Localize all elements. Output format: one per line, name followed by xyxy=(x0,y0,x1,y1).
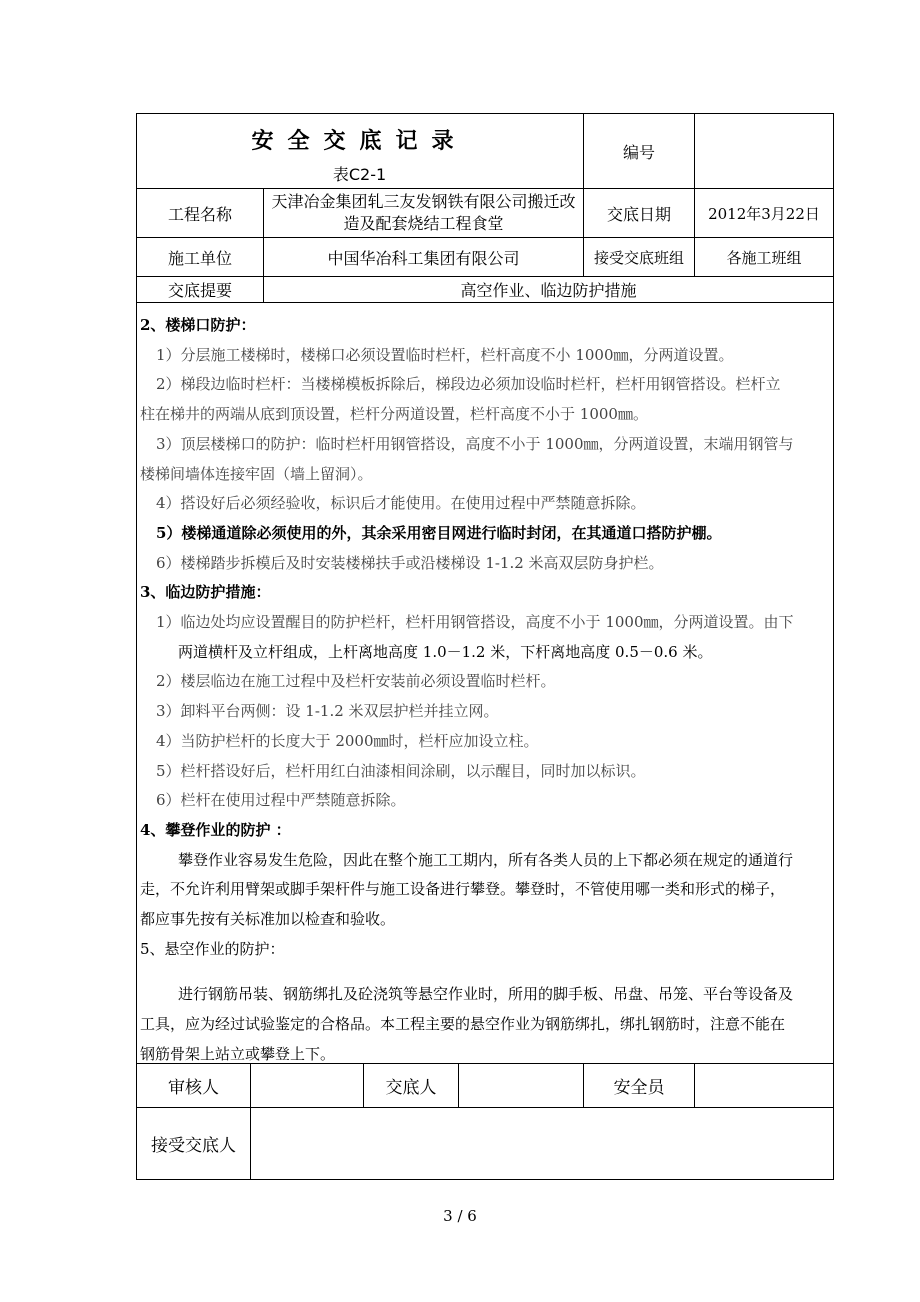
list-item: 6）楼梯踏步拆模后及时安装楼梯扶手或沿楼梯设 1-1.2 米高双层防身护栏。 xyxy=(156,553,664,572)
list-item: 5）楼梯通道除必须使用的外，其余采用密目网进行临时封闭，在其通道口搭防护棚。 xyxy=(156,523,722,542)
list-item: 2）梯段边临时栏杆：当楼梯模板拆除后，梯段边必须加设临时栏杆，栏杆用钢管搭设。栏杆立 xyxy=(156,375,781,394)
paragraph-line: 攀登作业容易发生危险，因此在整个施工工期内，所有各类人员的上下都必须在规定的通道行 xyxy=(178,850,794,869)
list-item-continuation: 两道横杆及立杆组成，上杆离地高度 1.0－1.2 米，下杆离地高度 0.5－0.6 米。 xyxy=(178,642,713,661)
list-item: 3）卸料平台两侧：设 1-1.2 米双层护栏并挂立网。 xyxy=(156,702,499,721)
section-heading: 4、攀登作业的防护 ： xyxy=(140,820,291,839)
unit-value: 中国华冶科工集团有限公司 xyxy=(327,248,520,268)
project-name xyxy=(264,189,583,237)
number-label: 编号 xyxy=(622,142,655,162)
document-title: 安全交底记录 xyxy=(251,129,468,154)
summary-label: 交底提要 xyxy=(167,281,232,300)
list-item-continuation: 柱在梯井的两端从底到顶设置，栏杆分两道设置，栏杆高度不小于 1000㎜。 xyxy=(140,405,648,424)
section-heading: 3、临边防护措施： xyxy=(140,583,271,602)
list-item: 3）顶层楼梯口的防护：临时栏杆用钢管搭设，高度不小于 1000㎜，分两道设置，末端用钢管与 xyxy=(156,434,794,453)
paragraph-line: 进行钢筋吊装、钢筋绑扎及砼浇筑等悬空作业时，所用的脚手板、吊盘、吊笼、平台等设备及 xyxy=(178,985,794,1004)
reviewer-label: 审核人 xyxy=(168,1078,219,1098)
receiver-signature-field[interactable] xyxy=(251,1108,833,1179)
list-item: 2）楼层临边在施工过程中及栏杆安装前必须设置临时栏杆。 xyxy=(156,672,556,691)
section-heading: 2、楼梯口防护： xyxy=(140,316,256,334)
reviewer-signature-field[interactable] xyxy=(251,1064,363,1107)
receiver-team-value: 各施工班组 xyxy=(726,248,802,267)
discloser-signature-field[interactable] xyxy=(459,1064,583,1107)
receiver-label: 接受交底人 xyxy=(151,1136,236,1156)
date-label: 交底日期 xyxy=(606,204,671,224)
paragraph-line: 走，不允许利用臂架或脚手架杆件与施工设备进行攀登。攀登时，不管使用哪一类和形式的梯子， xyxy=(140,880,786,899)
list-item: 1）临边处均应设置醒目的防护栏杆，栏杆用钢管搭设，高度不小于 1000㎜，分两道设置。由下 xyxy=(156,613,794,632)
row-divider xyxy=(136,302,834,303)
project-label: 工程名称 xyxy=(167,204,232,224)
list-item: 1）分层施工楼梯时，楼梯口必须设置临时栏杆，栏杆高度不小 1000㎜，分两道设置。 xyxy=(156,345,734,364)
list-item: 5）栏杆搭设好后，栏杆用红白油漆相间涂刷，以示醒目，同时加以标识。 xyxy=(156,761,646,780)
discloser-label: 交底人 xyxy=(385,1078,437,1098)
safety-officer-label: 安全员 xyxy=(613,1078,665,1098)
list-item: 6）栏杆在使用过程中严禁随意拆除。 xyxy=(156,791,406,810)
list-item: 4）当防护栏杆的长度大于 2000㎜时，栏杆应加设立柱。 xyxy=(156,731,539,750)
list-item: 4）搭设好后必须经验收，标识后才能使用。在使用过程中严禁随意拆除。 xyxy=(156,494,646,513)
list-item-continuation: 楼梯间墙体连接牢固（墙上留洞）。 xyxy=(140,464,373,483)
paragraph-line: 都应事先按有关标准加以检查和验收。 xyxy=(140,910,396,929)
summary-value: 高空作业、临边防护措施 xyxy=(460,281,637,300)
paragraph-line: 钢筋骨架上站立或攀登上下。 xyxy=(140,1044,336,1063)
unit-label: 施工单位 xyxy=(167,248,232,268)
safety-officer-signature-field[interactable] xyxy=(695,1064,833,1107)
page-number: 3 / 6 xyxy=(443,1207,477,1225)
number-field[interactable] xyxy=(695,114,833,188)
date-value: 2012年3月22日 xyxy=(708,204,820,223)
project-name-line: 天津冶金集团轧三友发钢铁有限公司搬迁改 xyxy=(271,192,576,211)
content-body xyxy=(140,311,832,1070)
receiver-team-label: 接受交底班组 xyxy=(593,248,684,267)
section-heading: 5、悬空作业的防护： xyxy=(140,939,285,958)
paragraph-line: 工具，应为经过试验鉴定的合格品。本工程主要的悬空作业为钢筋绑扎，绑扎钢筋时，注意不能在 xyxy=(140,1015,786,1034)
project-name-line: 造及配套烧结工程食堂 xyxy=(343,214,504,233)
form-code: 表C2-1 xyxy=(332,165,387,184)
